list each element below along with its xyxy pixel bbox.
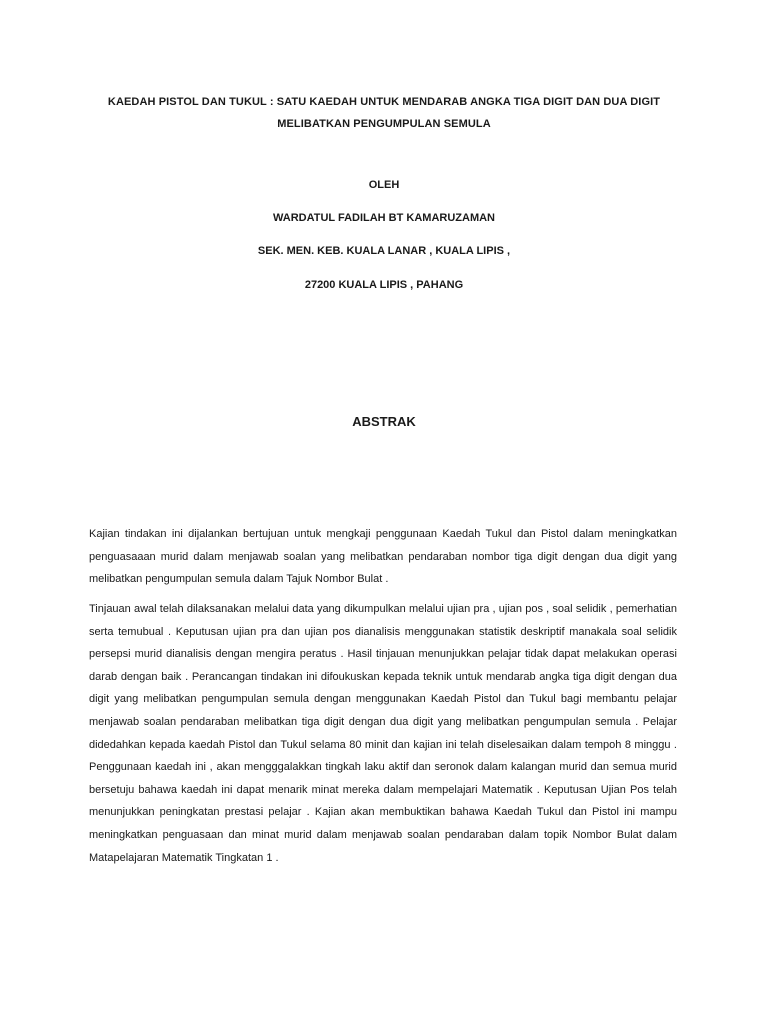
by-label: OLEH: [368, 179, 400, 191]
school-address: 27200 KUALA LIPIS , PAHANG: [304, 279, 464, 291]
abstract-heading: ABSTRAK: [352, 414, 416, 429]
abstract-paragraph-1: Kajian tindakan ini dijalankan bertujuan untuk mengkaji penggunaan Kaedah Tukul dan Pistol dalam meningkatkan penguasaaan murid dalam menjawab soalan yang melibatkan pendaraban nombor tiga digit dengan dua digit yang melibatkan pengumpulan semula dalam Tajuk Nombor Bulat .: [89, 528, 677, 586]
author-name: WARDATUL FADILAH BT KAMARUZAMAN: [272, 212, 495, 224]
document-title: KAEDAH PISTOL DAN TUKUL : SATU KAEDAH UNTUK MENDARAB ANGKA TIGA DIGIT DAN DUA DIGIT MELIBATKAN PENGUMPULAN SEMULA: [107, 96, 661, 130]
abstract-paragraph-2: Tinjauan awal telah dilaksanakan melalui data yang dikumpulkan melalui ujian pra , ujian pos , soal selidik , pemerhatian serta temubual . Keputusan ujian pra dan ujian pos dianalisis menggunakan statistik deskriptif manakala soal selidik persepsi murid dianalisis dengan mengira peratus . Hasil tinjauan menunjukkan pelajar tidak dapat melakukan operasi darab dengan baik . Perancangan tindakan ini difoukuskan kepada teknik untuk mendarab angka tiga digit dengan dua digit yang melibatkan pengumpulan semula dengan menggunakan Kaedah Pistol dan Tukul bagi membantu pelajar menjawab soalan pendaraban melibatkan tiga digit dengan dua digit yang melibatkan pengumpulan semula . Pelajar didedahkan kepada kaedah Pistol dan Tukul selama 80 minit dan kajian ini telah diselesaikan dalam tempoh 8 minggu . Penggunaan kaedah ini , akan mengggalakkan tingkah laku aktif dan seronok dalam kalangan murid dan semua murid bersetuju bahawa kaedah ini dapat menarik minat mereka dalam mempelajari Matematik . Keputusan Ujian Pos telah menunjukkan peningkatan prestasi pelajar . Kajian akan membuktikan bahawa Kaedah Tukul dan Pistol ini mampu meningkatkan penguasaan dan minat murid dalam menjawab soalan pendaraban dalam topik Nombor Bulat dalam Matapelajaran Matematik Tingkatan 1 .: [89, 603, 677, 864]
school-name: SEK. MEN. KEB. KUALA LANAR , KUALA LIPIS ,: [257, 245, 511, 257]
